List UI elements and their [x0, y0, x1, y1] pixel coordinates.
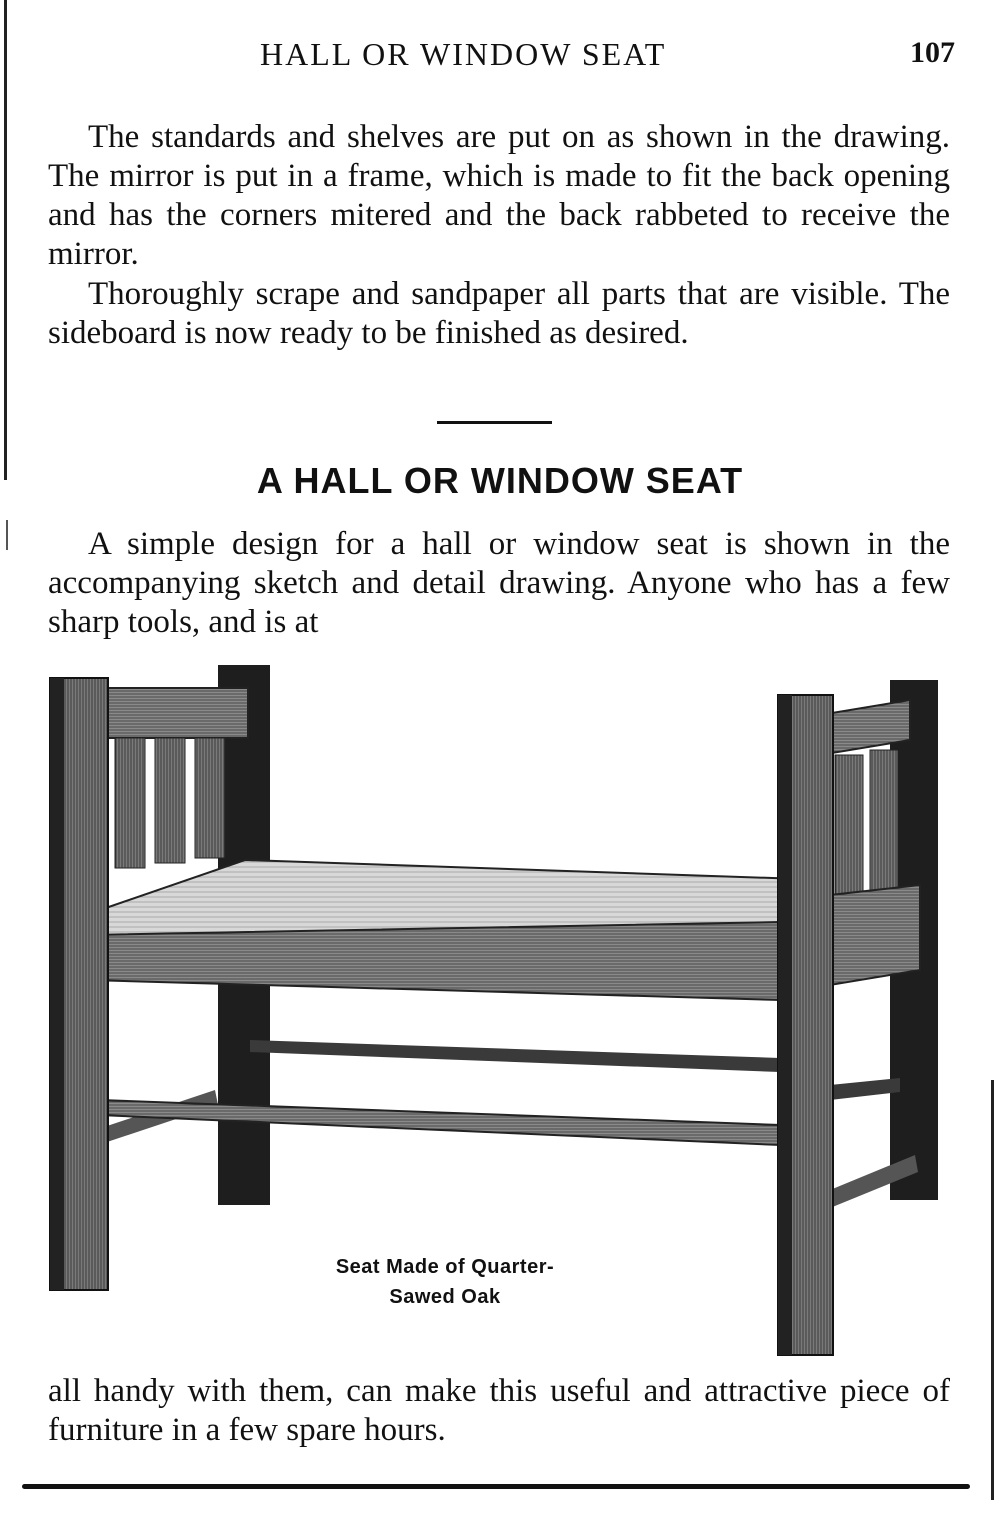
side-stretcher-right: [830, 1078, 900, 1100]
paragraph-intro: A simple design for a hall or window seat is shown in the accompanying sketch and detail drawing. Anyone who has a few sharp tools, and is at: [48, 526, 950, 640]
paragraph-finishing: Thoroughly scrape and sandpaper all parts that are visible. The sideboard is now ready to be finished as desired.: [48, 276, 950, 351]
running-title: HALL OR WINDOW SEAT: [260, 36, 667, 72]
rear-stretcher: [250, 1040, 780, 1072]
seat-apron: [90, 922, 780, 1000]
section-divider: [437, 421, 552, 424]
caption-line-2: Sawed Oak: [389, 1286, 501, 1308]
right-slat-1: [835, 755, 863, 895]
side-apron: [830, 885, 920, 985]
paragraph-standards: The standards and shelves are put on as shown in the drawing. The mirror is put in a frame, which is made to fit the back opening and has the corners mitered and the back rabbeted to receive the mirror.: [48, 119, 950, 272]
section-heading: A HALL OR WINDOW SEAT: [256, 460, 744, 501]
page-number: 107: [910, 36, 955, 69]
figure-caption: [300, 1252, 590, 1312]
page-edge-mark: [6, 520, 8, 550]
left-slat-2: [155, 738, 185, 863]
right-slat-2: [870, 750, 898, 890]
page-edge-rule-right: [991, 1080, 994, 1500]
paragraph-conclusion: all handy with them, can make this useful and attractive piece of furniture in a few spare hours.: [48, 1373, 950, 1448]
front-stretcher: [100, 1100, 780, 1145]
left-slat-1: [115, 738, 145, 868]
running-head: [50, 36, 955, 76]
left-slat-3: [195, 738, 225, 858]
bottom-rule: [22, 1484, 970, 1489]
page-edge-rule: [4, 0, 7, 480]
caption-line-1: Seat Made of Quarter-: [335, 1256, 555, 1278]
left-top-rail: [98, 688, 248, 738]
